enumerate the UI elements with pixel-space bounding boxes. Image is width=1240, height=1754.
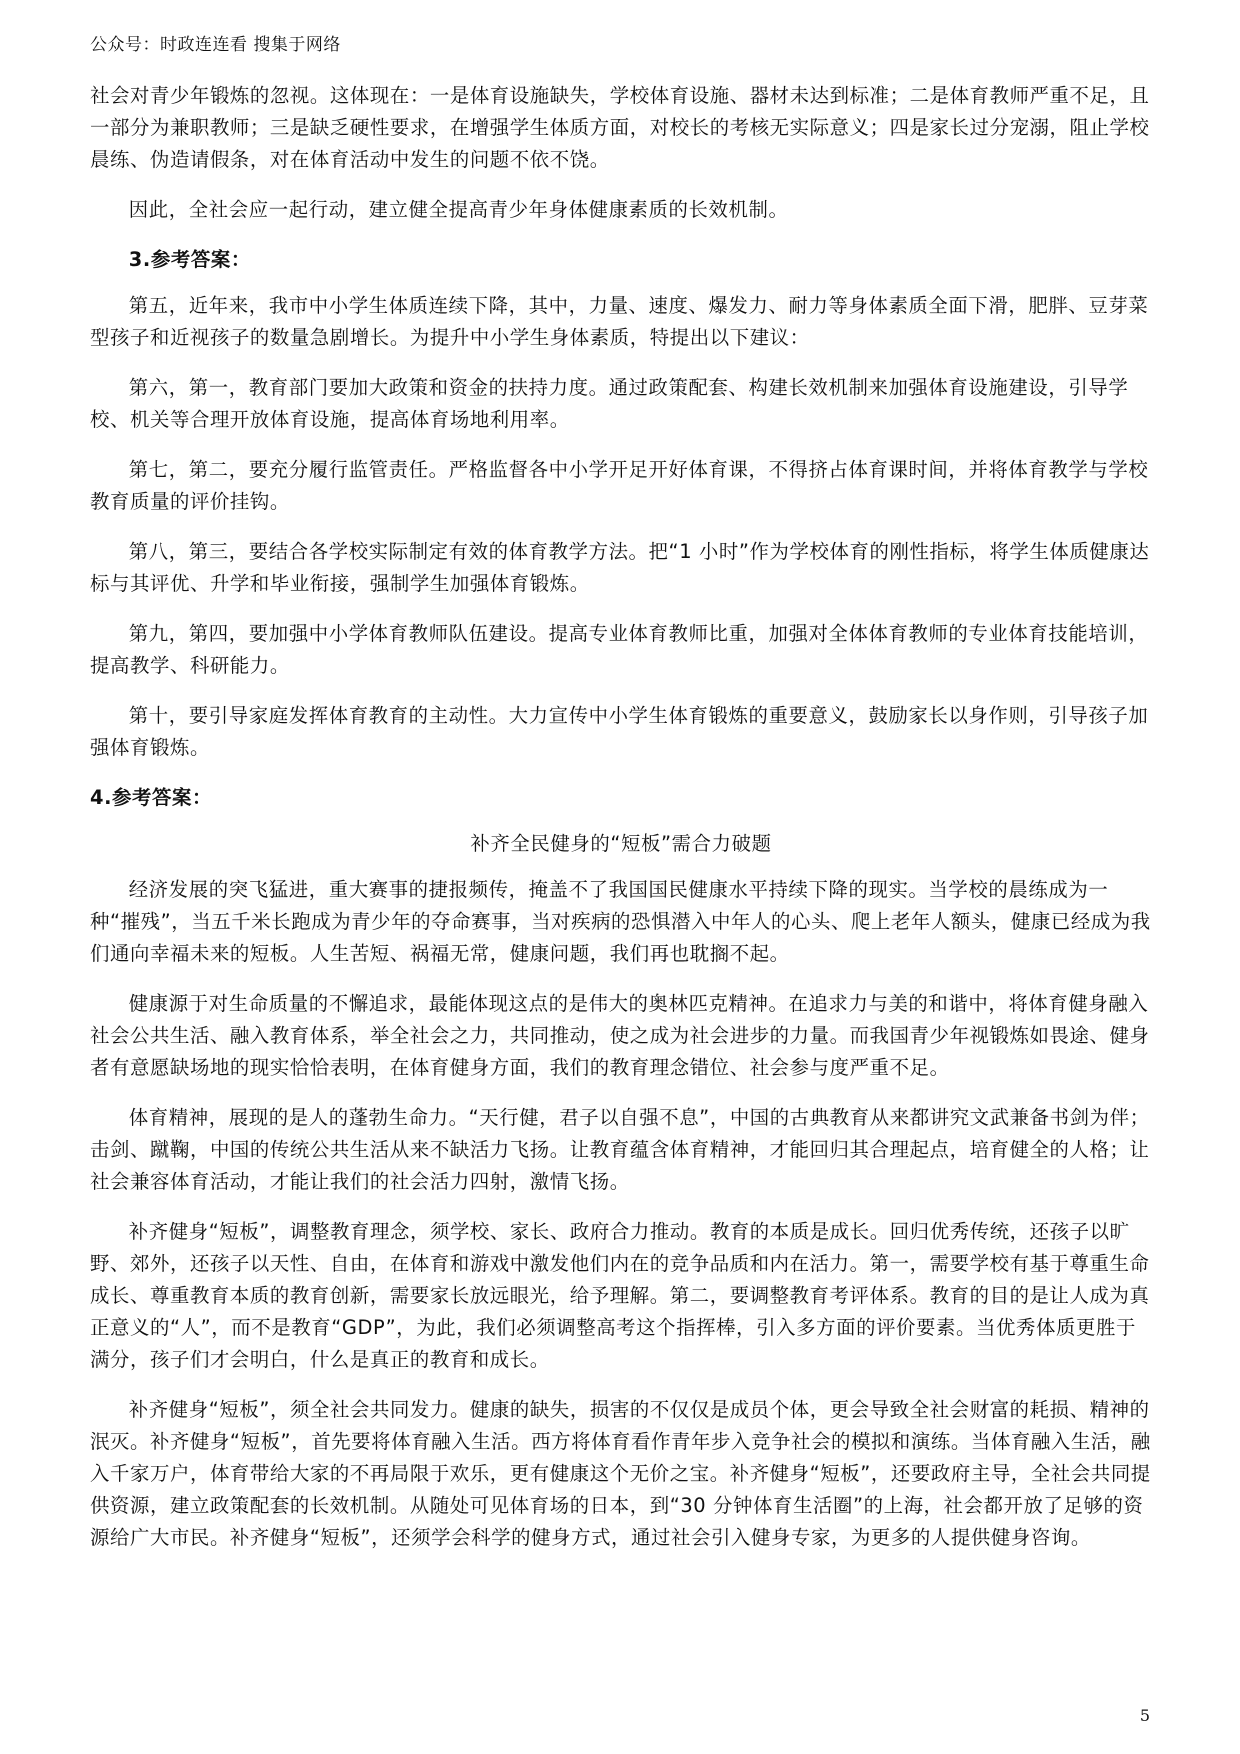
paragraph: 第七，第二，要充分履行监管责任。严格监督各中小学开足开好体育课，不得挤占体育课时间，并将体育教学与学校教育质量的评价挂钩。 (90, 458, 1149, 513)
paragraph: 补齐健身“短板”，须全社会共同发力。健康的缺失，损害的不仅仅是成员个体，更会导致全社会财富的耗损、精神的泯灭。补齐健身“短板”，首先要将体育融入生活。西方将体育看作青年步入竞争社会的模拟和演练。当体育融入生活，融入千家万户，体育带给大家的不再局限于欢乐，更有健康这个无价之宝。补齐健身“短板”，还要政府主导，全社会共同提供资源，建立政策配套的长效机制。从随处可见体育场的日本，到“30 分钟体育生活圈”的上海，社会都开放了足够的资源给广大市民。补齐健身“短板”，还须学会科学的健身方式，通过社会引入健身专家，为更多的人提供健身咨询。 (90, 1398, 1151, 1549)
paragraph: 健康源于对生命质量的不懈追求，最能体现这点的是伟大的奥林匹克精神。在追求力与美的和谐中，将体育健身融入社会公共生活、融入教育体系，举全社会之力，共同推动，使之成为社会进步的力量。而我国青少年视锻炼如畏途、健身者有意愿缺场地的现实恰恰表明，在体育健身方面，我们的教育理念错位、社会参与度严重不足。 (90, 992, 1150, 1079)
page-header: 公众号：时政连连看 搜集于网络 (90, 35, 341, 55)
paragraph: 第五，近年来，我市中小学生体质连续下降，其中，力量、速度、爆发力、耐力等身体素质全面下滑，肥胖、豆芽菜型孩子和近视孩子的数量急剧增长。为提升中小学生身体素质，特提出以下建议： (90, 294, 1149, 349)
paragraph: 第十，要引导家庭发挥体育教育的主动性。大力宣传中小学生体育锻炼的重要意义，鼓励家长以身作则，引导孩子加强体育锻炼。 (90, 704, 1149, 759)
paragraph: 补齐健身“短板”，调整教育理念，须学校、家长、政府合力推动。教育的本质是成长。回归优秀传统，还孩子以旷野、郊外，还孩子以天性、自由，在体育和游戏中激发他们内在的竞争品质和内在活力。第一，需要学校有基于尊重生命成长、尊重教育本质的教育创新，需要家长放远眼光，给予理解。第二，要调整教育考评体系。教育的目的是让人成为真正意义的“人”，而不是教育“GDP”，为此，我们必须调整高考这个指挥棒，引入多方面的评价要素。当优秀体质更胜于满分，孩子们才会明白，什么是真正的教育和成长。 (90, 1220, 1150, 1371)
paragraph: 社会对青少年锻炼的忽视。这体现在：一是体育设施缺失，学校体育设施、器材未达到标准；二是体育教师严重不足，且一部分为兼职教师；三是缺乏硬性要求，在增强学生体质方面，对校长的考核无实际意义；四是家长过分宠溺，阻止学校晨练、伪造请假条，对在体育活动中发生的问题不依不饶。 (90, 84, 1150, 171)
paragraph: 因此，全社会应一起行动，建立健全提高青少年身体健康素质的长效机制。 (128, 198, 789, 221)
section-heading-answer-4: 4.参考答案： (90, 786, 213, 809)
paragraph: 经济发展的突飞猛进，重大赛事的捷报频传，掩盖不了我国国民健康水平持续下降的现实。当学校的晨练成为一种“摧残”，当五千米长跑成为青少年的夺命赛事，当对疾病的恐惧潜入中年人的心头、爬上老年人额头，健康已经成为我们通向幸福未来的短板。人生苦短、祸福无常，健康问题，我们再也耽搁不起。 (90, 878, 1151, 965)
paragraph: 第九，第四，要加强中小学体育教师队伍建设。提高专业体育教师比重，加强对全体体育教师的专业体育技能培训，提高教学、科研能力。 (90, 622, 1149, 677)
paragraph: 体育精神，展现的是人的蓬勃生命力。“天行健，君子以自强不息”，中国的古典教育从来都讲究文武兼备书剑为伴；击剑、蹴鞠，中国的传统公共生活从来不缺活力飞扬。让教育蕴含体育精神，才能回归其合理起点，培育健全的人格；让社会兼容体育活动，才能让我们的社会活力四射，激情飞扬。 (90, 1106, 1150, 1193)
page-number: 5 (1139, 1706, 1150, 1725)
section-heading-answer-3: 3.参考答案： (128, 248, 251, 271)
paragraph: 第八，第三，要结合各学校实际制定有效的体育教学方法。把“1 小时”作为学校体育的刚性指标，将学生体质健康达标与其评优、升学和毕业衔接，强制学生加强体育锻炼。 (90, 540, 1150, 595)
paragraph: 第六，第一，教育部门要加大政策和资金的扶持力度。通过政策配套、构建长效机制来加强体育设施建设，引导学校、机关等合理开放体育设施，提高体育场地利用率。 (90, 376, 1129, 431)
essay-title: 补齐全民健身的“短板”需合力破题 (470, 832, 772, 855)
document-body (90, 80, 1152, 1572)
